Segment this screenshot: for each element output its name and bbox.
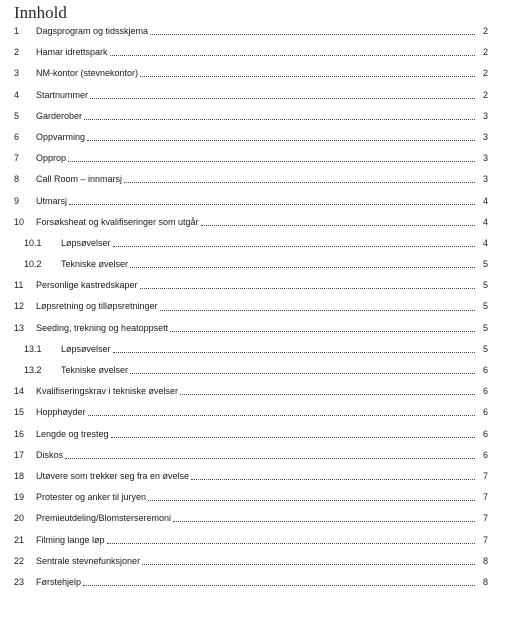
toc-entry-title: Garderober xyxy=(36,110,83,121)
dot-leader xyxy=(84,119,475,120)
toc-entry-page: 5 xyxy=(482,301,488,312)
toc-entry-page: 6 xyxy=(482,449,488,460)
toc-entry-title: Kvalifiseringskrav i tekniske øvelser xyxy=(36,386,179,397)
toc-entry-page: 5 xyxy=(482,343,488,354)
toc-entry-page: 8 xyxy=(482,576,488,587)
toc-entry[interactable] xyxy=(14,148,488,169)
toc-entry-page: 7 xyxy=(482,470,488,481)
toc-entry-title: Utøvere som trekker seg fra en øvelse xyxy=(36,470,190,481)
toc-entry-title: Oppvarming xyxy=(36,131,86,142)
toc-entry[interactable] xyxy=(14,254,488,275)
toc-entry-title: Call Room – innmarsj xyxy=(36,174,123,185)
toc-entry-page: 3 xyxy=(482,174,488,185)
toc-entry-page: 4 xyxy=(482,216,488,227)
toc-entry-number: 13.2 xyxy=(24,365,42,375)
toc-entry-page: 7 xyxy=(482,534,488,545)
toc-entry[interactable] xyxy=(14,42,488,63)
toc-entry-page: 2 xyxy=(482,89,488,100)
dot-leader xyxy=(140,288,475,289)
toc-entry-page: 6 xyxy=(482,407,488,418)
toc-entry-title: Startnummer xyxy=(36,89,89,100)
toc-entry[interactable] xyxy=(14,275,488,296)
toc-entry[interactable] xyxy=(14,424,488,445)
toc-entry-page: 3 xyxy=(482,110,488,121)
toc-entry-number: 10.1 xyxy=(24,237,42,248)
toc-entry-title: Premieutdeling/Blomsterseremoni xyxy=(36,513,172,524)
toc-entry-number: 7 xyxy=(14,153,20,164)
toc-entry-number: 11 xyxy=(14,280,24,291)
toc-entry-title: Lengde og tresteg xyxy=(36,428,109,439)
toc-entry-number: 14 xyxy=(14,386,25,397)
toc-entry-title: Sentrale stevnefunksjoner xyxy=(36,555,141,566)
dot-leader xyxy=(140,76,475,77)
toc-entry-number: 23 xyxy=(14,576,25,587)
toc-entry-title: Protester og anker til juryen xyxy=(36,492,147,503)
toc-entry-page: 5 xyxy=(482,322,488,333)
toc-entry-number: 1 xyxy=(14,26,20,36)
toc-entry-title: Opprop xyxy=(36,153,67,164)
dot-leader xyxy=(130,267,475,268)
toc-entry-page: 3 xyxy=(482,131,488,142)
dot-leader xyxy=(107,543,475,544)
dot-leader xyxy=(130,373,475,374)
table-of-contents xyxy=(14,21,488,593)
dot-leader xyxy=(180,394,475,395)
toc-entry-title: Hamar idrettspark xyxy=(36,47,108,58)
toc-entry-number: 22 xyxy=(14,555,25,566)
dot-leader xyxy=(88,415,475,416)
dot-leader xyxy=(113,352,475,353)
toc-entry[interactable] xyxy=(14,233,488,254)
toc-entry-page: 6 xyxy=(482,428,488,439)
toc-entry[interactable] xyxy=(14,551,488,572)
toc-entry-number: 17 xyxy=(14,449,25,460)
toc-entry-title: Løpsretning og tilløpsretninger xyxy=(36,301,158,312)
toc-entry-page: 6 xyxy=(482,386,488,397)
toc-entry-number: 2 xyxy=(14,47,20,58)
toc-entry[interactable] xyxy=(14,21,488,42)
toc-entry[interactable] xyxy=(14,530,488,551)
dot-leader xyxy=(191,479,475,480)
toc-entry[interactable] xyxy=(14,487,488,508)
toc-entry-title: Filming lange løp xyxy=(36,534,105,545)
toc-entry-number: 10 xyxy=(14,216,25,227)
toc-entry[interactable] xyxy=(14,402,488,423)
toc-entry-page: 7 xyxy=(482,492,488,503)
toc-entry[interactable] xyxy=(14,191,488,212)
toc-entry-page: 8 xyxy=(482,555,488,566)
toc-entry-page: 3 xyxy=(482,153,488,164)
toc-entry[interactable] xyxy=(14,572,488,593)
toc-entry-title: Tekniske øvelser xyxy=(61,259,129,270)
toc-entry-page: 4 xyxy=(482,195,488,206)
toc-heading: Innhold xyxy=(14,3,67,22)
toc-entry-number: 3 xyxy=(14,68,20,79)
dot-leader xyxy=(87,140,475,141)
dot-leader xyxy=(173,521,475,522)
toc-entry-number: 13 xyxy=(14,322,25,333)
dot-leader xyxy=(68,161,475,162)
toc-entry-number: 18 xyxy=(14,470,25,481)
toc-entry-title: Seeding, trekning og heatoppsett xyxy=(36,322,169,333)
toc-entry-number: 21 xyxy=(14,534,25,545)
toc-entry-page: 6 xyxy=(482,365,488,375)
toc-entry-number: 9 xyxy=(14,195,20,206)
toc-entry-number: 13.1 xyxy=(24,343,42,354)
toc-entry-number: 16 xyxy=(14,428,25,439)
toc-entry-title: Hopphøyder xyxy=(36,407,86,418)
toc-entry[interactable] xyxy=(14,466,488,487)
toc-entry-page: 5 xyxy=(482,280,488,291)
dot-leader xyxy=(110,55,475,56)
toc-entry-title: Løpsøvelser xyxy=(61,343,111,354)
toc-entry-number: 4 xyxy=(14,89,20,100)
toc-entry-number: 20 xyxy=(14,513,25,524)
dot-leader xyxy=(150,34,475,35)
toc-entry-number: 15 xyxy=(14,407,25,418)
toc-entry[interactable] xyxy=(14,212,488,233)
dot-leader xyxy=(201,225,475,226)
toc-entry[interactable] xyxy=(14,85,488,106)
toc-entry-title: Løpsøvelser xyxy=(61,237,111,248)
toc-entry-page: 7 xyxy=(482,513,488,524)
toc-entry-title: NM-kontor (stevnekontor) xyxy=(36,68,139,79)
dot-leader xyxy=(111,437,475,438)
dot-leader xyxy=(69,204,475,205)
toc-entry-title: Forsøksheat og kvalifiseringer som utgår xyxy=(36,216,199,227)
dot-leader xyxy=(90,98,475,99)
dot-leader xyxy=(160,310,475,311)
dot-leader xyxy=(170,331,475,332)
toc-entry-title: Personlige kastredskaper xyxy=(36,280,138,291)
toc-entry-number: 12 xyxy=(14,301,25,312)
toc-entry-page: 2 xyxy=(482,47,488,58)
toc-entry-title: Dagsprogram og tidsskjema xyxy=(36,26,149,36)
toc-entry-page: 2 xyxy=(482,68,488,79)
dot-leader xyxy=(65,458,475,459)
toc-entry[interactable] xyxy=(14,106,488,127)
toc-entry-page: 4 xyxy=(482,237,488,248)
toc-entry[interactable] xyxy=(14,381,488,402)
toc-entry-page: 2 xyxy=(482,26,488,36)
toc-entry-number: 6 xyxy=(14,131,20,142)
dot-leader xyxy=(113,246,475,247)
toc-entry[interactable] xyxy=(14,318,488,339)
toc-entry-title: Utmarsj xyxy=(36,195,67,206)
dot-leader xyxy=(148,500,475,501)
dot-leader xyxy=(83,585,475,586)
toc-entry-number: 5 xyxy=(14,110,20,121)
toc-entry[interactable] xyxy=(14,445,488,466)
toc-entry-title: Diskos xyxy=(36,449,64,460)
toc-entry[interactable] xyxy=(14,296,488,317)
dot-leader xyxy=(142,564,475,565)
toc-entry-page: 5 xyxy=(482,259,488,270)
toc-entry[interactable] xyxy=(14,508,488,529)
toc-entry-title: Tekniske øvelser xyxy=(61,365,129,375)
dot-leader xyxy=(124,182,475,183)
toc-entry-number: 8 xyxy=(14,174,20,185)
toc-entry[interactable] xyxy=(14,169,488,190)
toc-entry-number: 10.2 xyxy=(24,259,42,270)
toc-entry-number: 19 xyxy=(14,492,25,503)
toc-entry[interactable] xyxy=(14,63,488,84)
toc-entry[interactable] xyxy=(14,127,488,148)
toc-entry[interactable] xyxy=(14,339,488,360)
toc-entry[interactable] xyxy=(14,360,488,381)
toc-entry-title: Førstehjelp xyxy=(36,576,82,587)
